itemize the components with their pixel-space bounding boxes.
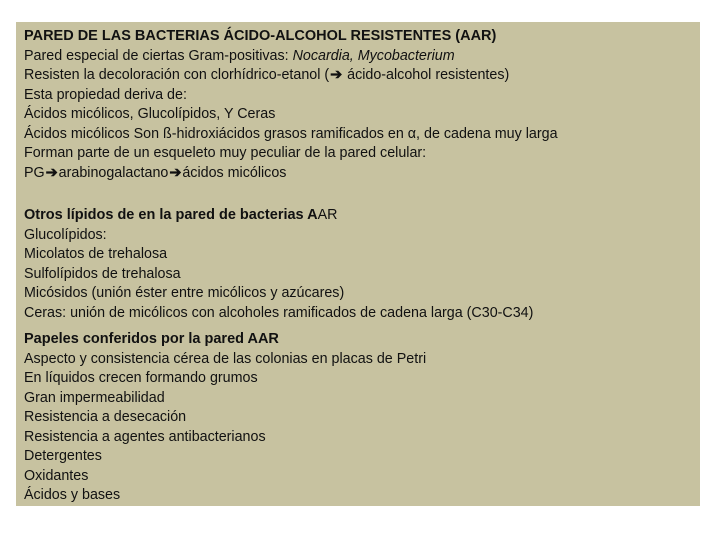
section-other-lipids: [24, 206, 533, 323]
section-heading-aar-roles: Papeles conferidos por la pared AAR: [24, 331, 279, 347]
list-item: Ácidos y bases: [24, 487, 121, 503]
list-item: Aspecto y consistencia cérea de las colonias en placas de Petri: [24, 350, 427, 367]
arrow-right-icon: ➔: [45, 164, 58, 181]
list-item: En líquidos crecen formando grumos: [24, 370, 258, 386]
text-line-decoloration: [24, 66, 558, 86]
pg-label: PG: [24, 164, 45, 181]
list-item: Micolatos de trehalosa: [24, 246, 168, 262]
list-item: Detergentes: [24, 448, 102, 464]
section-aar-wall: [24, 27, 558, 183]
text-line-decoloration-prefix: Resisten la decoloración con clorhídrico-etanol (: [24, 67, 330, 83]
arrow-right-icon: ➔: [330, 67, 343, 83]
text-line-pg-chain: [24, 164, 558, 184]
arabinogalactan-label: arabinogalactano: [58, 164, 169, 181]
text-line-skeleton: Forman parte de un esqueleto muy peculiar de la pared celular:: [24, 145, 427, 161]
list-item: Ceras: unión de micólicos con alcoholes ramificados de cadena larga (C30-C34): [24, 304, 534, 321]
list-item: Oxidantes: [24, 467, 89, 484]
section-heading-other-lipids: [24, 206, 533, 226]
section-heading-aar-wall: PARED DE LAS BACTERIAS ÁCIDO-ALCOHOL RESISTENTES (AAR): [24, 28, 497, 44]
text-line-gram-positive-prefix: Pared especial de ciertas Gram-positivas:: [24, 47, 293, 64]
arrow-right-icon: ➔: [169, 164, 182, 181]
list-item: Glucolípidos:: [24, 226, 107, 243]
section-heading-other-lipids-bold: Otros lípidos de en la pared de bacterias A: [24, 207, 318, 223]
section-heading-other-lipids-tail: AR: [317, 207, 338, 223]
text-line-property: Esta propiedad deriva de:: [24, 86, 187, 103]
text-line-components: Ácidos micólicos, Glucolípidos, Y Ceras: [24, 106, 276, 122]
text-line-gram-positive: [24, 47, 558, 67]
list-item: Resistencia a agentes antibacterianos: [24, 428, 266, 445]
list-item: Resistencia a desecación: [24, 409, 187, 425]
text-line-decoloration-suffix: ácido-alcohol resistentes): [343, 67, 510, 83]
mycolic-acids-label: ácidos micólicos: [182, 164, 287, 181]
list-item: Gran impermeabilidad: [24, 389, 165, 406]
text-line-mycolic-acids: Ácidos micólicos Son ß-hidroxiácidos grasos ramificados en α, de cadena muy larga: [24, 125, 558, 142]
list-item: Sulfolípidos de trehalosa: [24, 265, 181, 282]
genus-names: Nocardia, Mycobacterium: [292, 47, 455, 64]
list-item: Micósidos (unión éster entre micólicos y azúcares): [24, 285, 345, 301]
section-aar-roles: [24, 330, 426, 506]
